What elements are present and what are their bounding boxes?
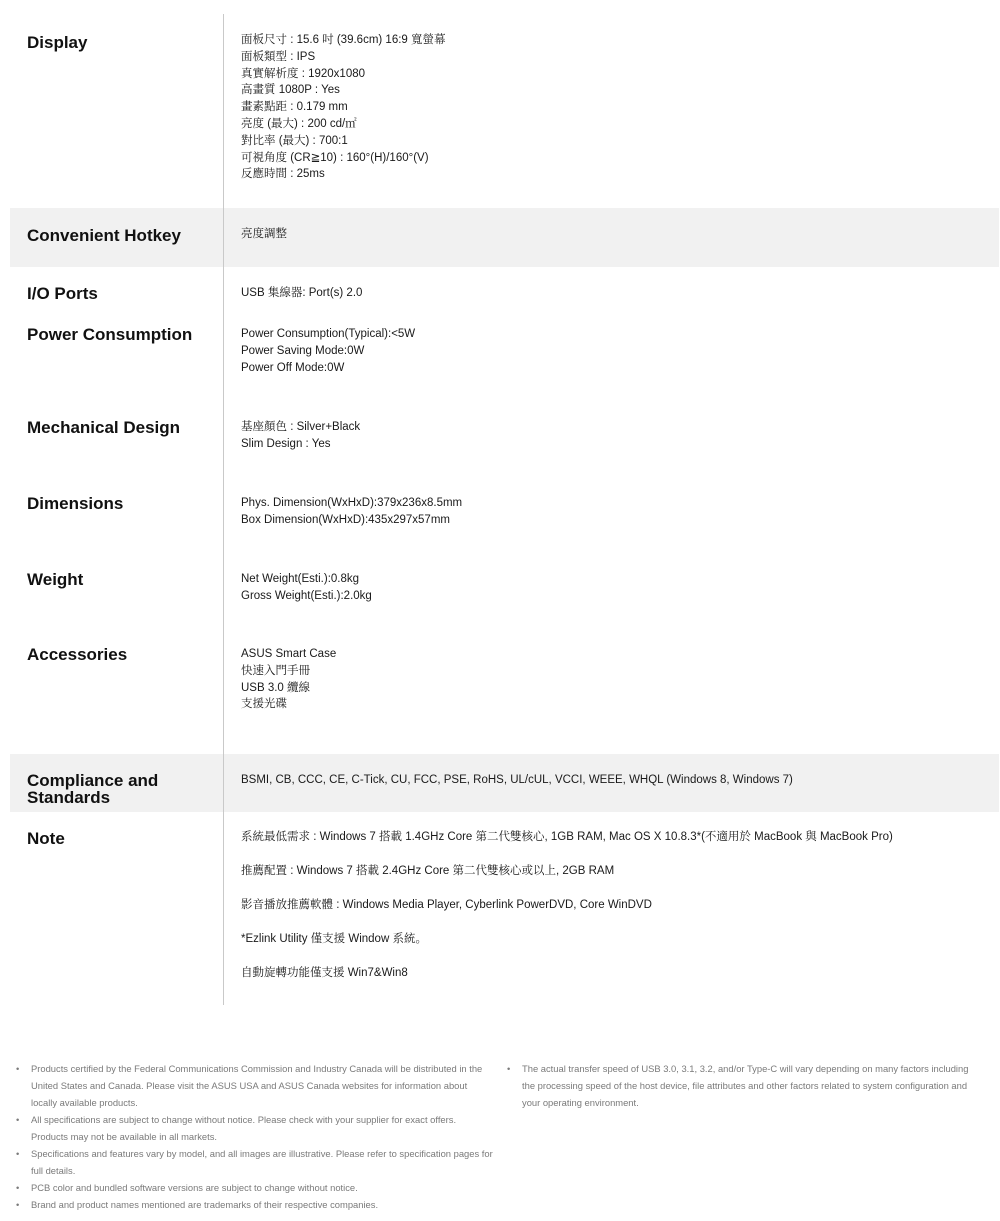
spec-line: 反應時間 : 25ms <box>241 168 325 181</box>
spec-line: Power Consumption(Typical):<5W <box>241 328 416 340</box>
spec-label: Display <box>27 33 88 52</box>
spec-line: 畫素點距 : 0.179 mm <box>241 101 348 114</box>
spec-row-power <box>10 326 999 419</box>
spec-row-mechanical <box>10 419 999 495</box>
spec-label <box>10 754 223 812</box>
spec-line: Slim Design : Yes <box>241 437 331 450</box>
spec-line: Gross Weight(Esti.):2.0kg <box>241 589 372 602</box>
spec-label: Mechanical Design <box>27 418 181 437</box>
spec-line: 對比率 (最大) : 700:1 <box>241 134 348 147</box>
note-line: 影音播放推薦軟體 : Windows Media Player, Cyberlink PowerDVD, Core WinDVD <box>241 899 652 911</box>
note-line: 系統最低需求 : Windows 7 搭載 1.4GHz Core 第二代雙核心, 1GB RAM, Mac OS X 10.8.3*(不適用於 MacBook 與 MacBook Pro) <box>241 831 893 843</box>
spec-line: USB 集線器: Port(s) 2.0 <box>241 287 363 299</box>
spec-row-hotkey <box>10 208 999 267</box>
spec-line: 支援光碟 <box>241 698 287 711</box>
spec-value <box>224 495 999 571</box>
spec-row-io-ports <box>10 267 999 326</box>
spec-line: 面板尺寸 : 15.6 吋 (39.6cm) 16:9 寬螢幕 <box>241 34 446 46</box>
footnotes-right <box>505 1060 975 1213</box>
spec-row-accessories <box>10 646 999 754</box>
spec-label: Accessories <box>27 645 128 664</box>
spec-row-display <box>10 14 999 208</box>
spec-label: Dimensions <box>27 494 124 513</box>
spec-value <box>224 208 999 267</box>
spec-line: 亮度調整 <box>241 228 287 240</box>
spec-line: Net Weight(Esti.):0.8kg <box>241 573 360 585</box>
spec-value <box>224 571 999 646</box>
spec-row-compliance <box>10 754 999 812</box>
spec-line: 可視角度 (CR≧10) : 160°(H)/160°(V) <box>241 151 429 164</box>
spec-value <box>224 326 999 419</box>
spec-line: Phys. Dimension(WxHxD):379x236x8.5mm <box>241 497 463 509</box>
spec-label: Weight <box>27 570 84 589</box>
spec-label-line: Standards <box>27 788 111 807</box>
spec-line: 亮度 (最大) : 200 cd/㎡ <box>241 117 357 130</box>
footnote-item: • Brand and product names mentioned are trademarks of their respective companies. <box>14 1196 494 1213</box>
spec-line: BSMI, CB, CCC, CE, C-Tick, CU, FCC, PSE, RoHS, UL/cUL, VCCI, WEEE, WHQL (Windows 8, Windows 7) <box>241 774 793 786</box>
footnotes <box>14 1060 994 1213</box>
spec-line: ASUS Smart Case <box>241 648 337 660</box>
spec-line: 基座顏色 : Silver+Black <box>241 421 361 433</box>
note-line: *Ezlink Utility 僅支援 Window 系統。 <box>241 933 427 945</box>
footnote-item: • Products certified by the Federal Communications Commission and Industry Canada will be distributed in the United States and Canada. Please visit the ASUS USA and ASUS Canada websites for information about locally available products. <box>14 1060 494 1111</box>
spec-value <box>224 812 999 1005</box>
footnote-item: • The actual transfer speed of USB 3.0, 3.1, 3.2, and/or Type-C will vary depending on many factors including the processing speed of the host device, file attributes and other factors related to system configuration and your operating environment. <box>505 1060 975 1111</box>
spec-table <box>10 14 999 1005</box>
spec-line: 快速入門手冊 <box>241 664 310 677</box>
spec-line: Power Saving Mode:0W <box>241 344 365 357</box>
spec-label: Convenient Hotkey <box>27 226 181 245</box>
spec-line: 面板類型 : IPS <box>241 50 316 63</box>
note-line: 推薦配置 : Windows 7 搭載 2.4GHz Core 第二代雙核心或以上, 2GB RAM <box>241 865 615 877</box>
spec-line: USB 3.0 纜線 <box>241 681 311 694</box>
spec-label: I/O Ports <box>27 284 98 303</box>
footnotes-left <box>14 1060 494 1213</box>
spec-line: 真實解析度 : 1920x1080 <box>241 67 366 80</box>
spec-label: Power Consumption <box>27 325 193 344</box>
spec-value <box>224 14 999 208</box>
spec-label: Note <box>27 829 65 848</box>
spec-value <box>224 267 999 326</box>
note-line: 自動旋轉功能僅支援 Win7&Win8 <box>241 967 408 979</box>
footnote-item: • All specifications are subject to change without notice. Please check with your supplier for exact offers. Products may not be available in all markets. <box>14 1111 494 1145</box>
spec-value <box>224 419 999 495</box>
spec-row-weight <box>10 571 999 646</box>
footnote-item: • PCB color and bundled software versions are subject to change without notice. <box>14 1179 494 1196</box>
spec-label-line: Compliance and <box>27 771 159 790</box>
spec-value <box>224 754 999 812</box>
footnote-item: • Specifications and features vary by model, and all images are illustrative. Please refer to specification pages for full details. <box>14 1145 494 1179</box>
spec-row-dimensions <box>10 495 999 571</box>
spec-line: Box Dimension(WxHxD):435x297x57mm <box>241 513 450 526</box>
spec-line: 高畫質 1080P : Yes <box>241 84 340 97</box>
spec-line: Power Off Mode:0W <box>241 361 345 374</box>
spec-row-note <box>10 812 999 1005</box>
spec-value <box>224 646 999 754</box>
